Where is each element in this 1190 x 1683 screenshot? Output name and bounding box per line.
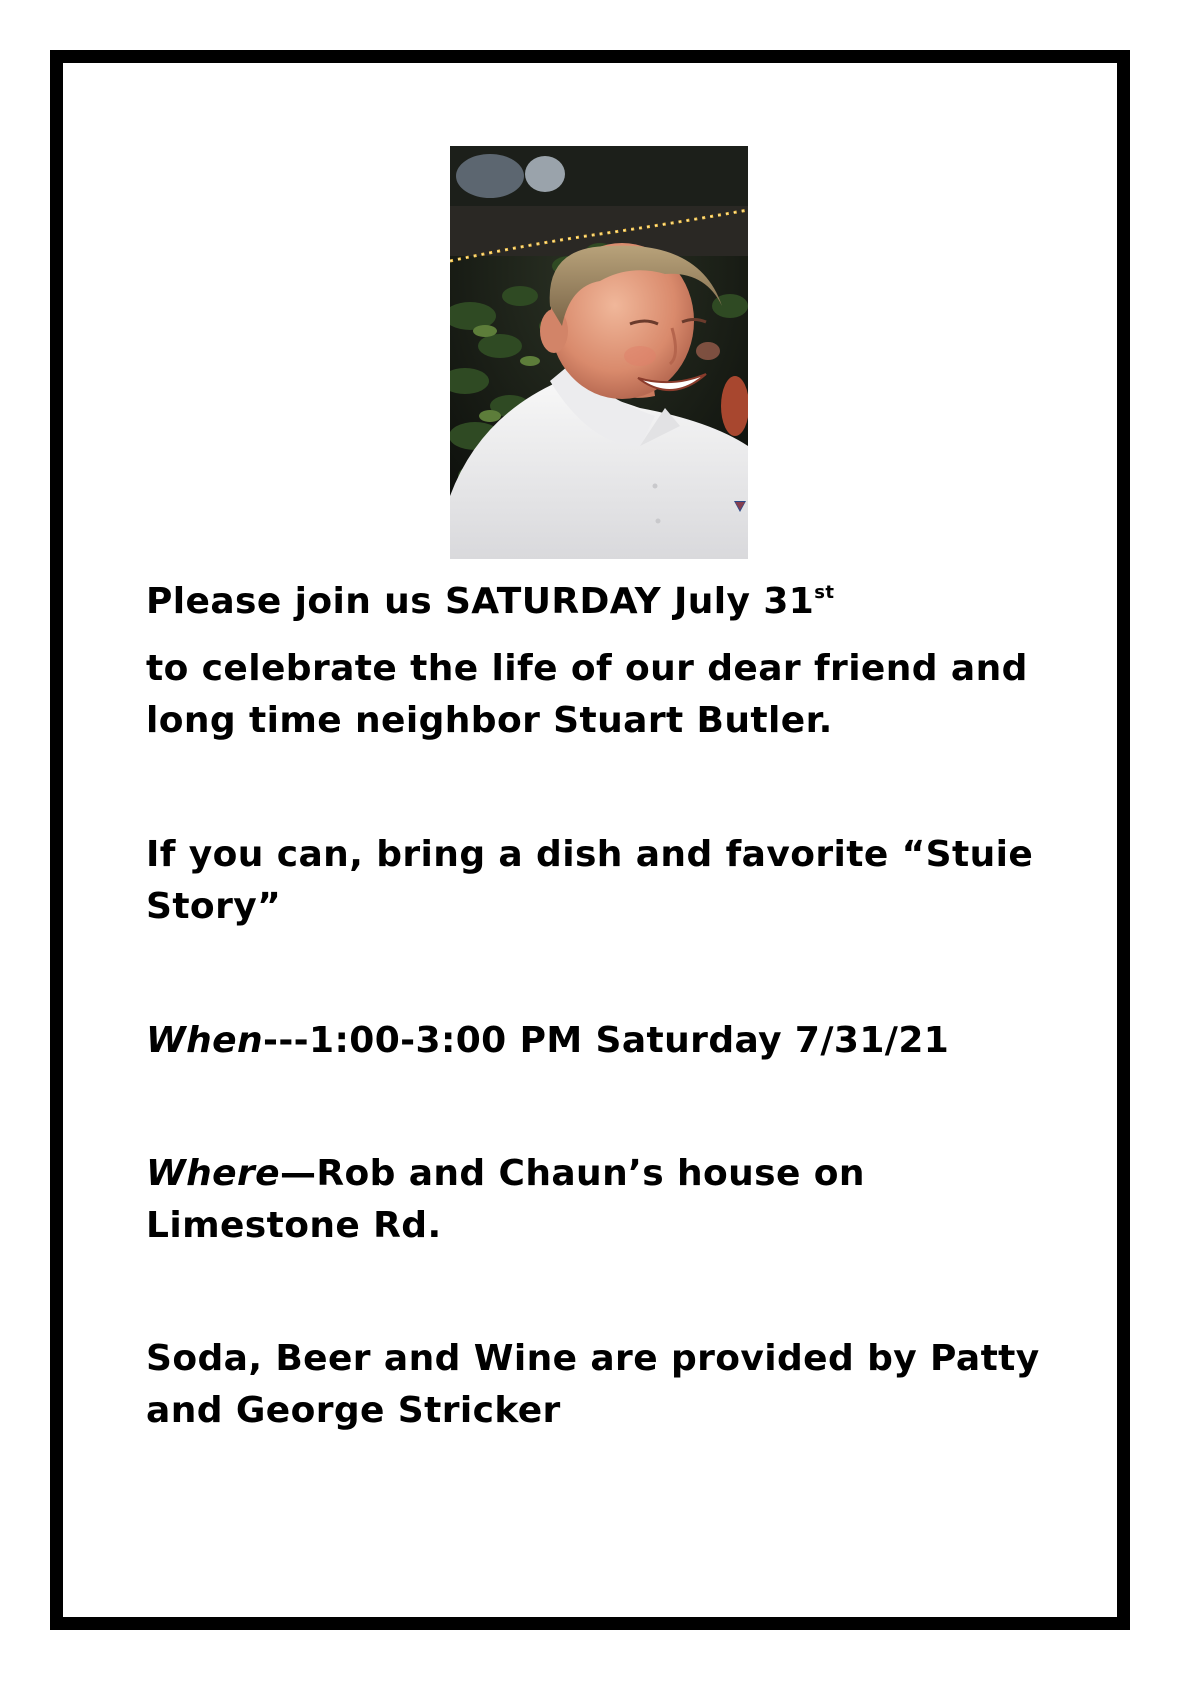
celebration-line: to celebrate the life of our dear friend and long time neighbor Stuart Butler. xyxy=(146,648,1028,741)
when-label: When xyxy=(146,1020,263,1061)
invitation-date-line xyxy=(146,576,1046,628)
provisions-line: Soda, Beer and Wine are provided by Patty and George Stricker xyxy=(146,1338,1040,1431)
where-line xyxy=(146,1148,1046,1252)
when-line xyxy=(146,1015,1046,1067)
bring-dish-line: If you can, bring a dish and favorite “Stuie Story” xyxy=(146,834,1034,927)
portrait-illustration xyxy=(450,146,748,559)
when-value: ---1:00-3:00 PM Saturday 7/31/21 xyxy=(262,1020,950,1061)
portrait-photo xyxy=(450,146,748,559)
where-value: —Rob and Chaun’s house on Limestone Rd. xyxy=(146,1153,865,1246)
ordinal-suffix: st xyxy=(814,582,835,603)
invitation-date-text: Please join us SATURDAY July 31 xyxy=(146,581,815,622)
where-label: Where xyxy=(146,1153,280,1194)
